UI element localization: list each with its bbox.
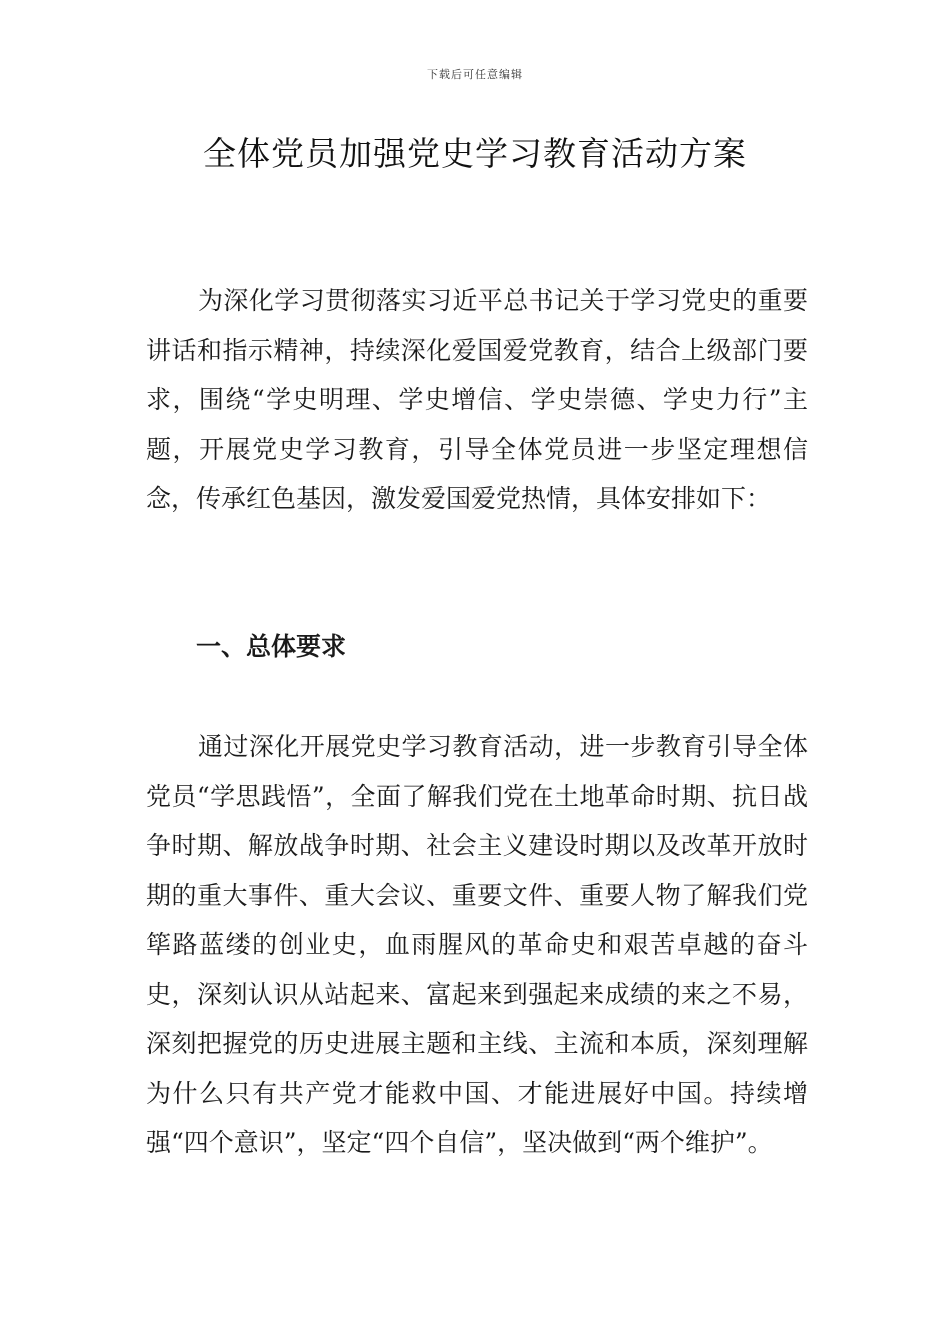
section-heading-general-requirements: 一、总体要求 — [196, 632, 347, 661]
page-header-note: 下载后可任意编辑 — [427, 68, 523, 81]
section-paragraph-general-requirements: 通过深化开展党史学习教育活动，进一步教育引导全体党员“学思践悟”，全面了解我们党在土地革命时期、抗日战争时期、解放战争时期、社会主义建设时期以及改革开放时期的重大事件、重大会议、重要文件、重要人物了解我们党筚路蓝缕的创业史，血雨腥风的革命史和艰苦卓越的奋斗史，深刻认识从站起来、富起来到强起来成绩的来之不易，深刻把握党的历史进展主题和主线、主流和本质，深刻理解为什么只有共产党才能救中国、才能进展好中国。持续增强“四个意识”，坚定“四个自信”，坚决做到“两个维护”。 — [146, 732, 808, 1157]
document-title: 全体党员加强党史学习教育活动方案 — [203, 134, 747, 173]
intro-paragraph: 为深化学习贯彻落实习近平总书记关于学习党史的重要讲话和指示精神，持续深化爱国爱党教育，结合上级部门要求，围绕“学史明理、学史增信、学史崇德、学史力行”主题，开展党史学习教育，引导全体党员进一步坚定理想信念，传承红色基因，激发爱国爱党热情，具体安排如下： — [146, 286, 808, 513]
